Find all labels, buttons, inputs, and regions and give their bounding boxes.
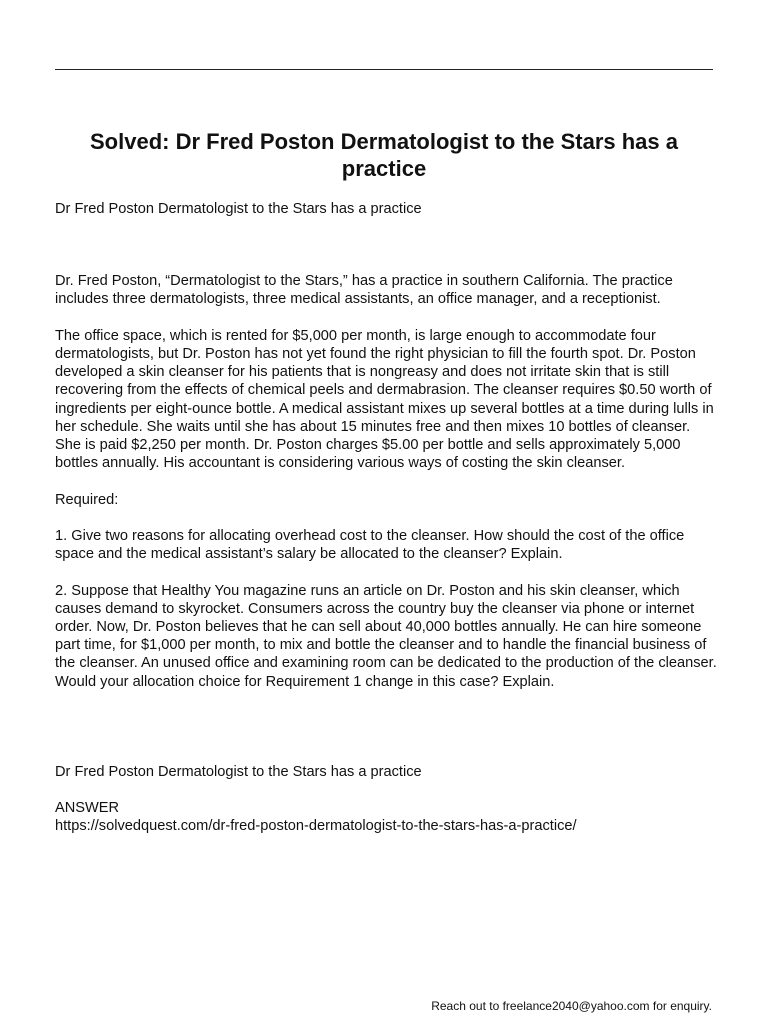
- paragraph-required: Required:: [55, 491, 119, 508]
- footer-contact: Reach out to freelance2040@yahoo.com for enquiry.: [431, 999, 712, 1013]
- document-subtitle: Dr Fred Poston Dermatologist to the Stars has a practice: [55, 201, 422, 217]
- document-body: [55, 200, 720, 836]
- answer-label: ANSWER: [55, 800, 120, 817]
- paragraph-requirement-2: 2. Suppose that Healthy You magazine runs an article on Dr. Poston and his skin cleanser, which causes demand to skyrocket. Consumers across the country buy the cleanser via phone or internet order. Now, Dr. Poston believes that he can sell about 40,000 bottles annually. He can hire someone part time, for $1,000 per month, to mix and bottle the cleanser and to handle the financial business of the cleanser. An unused office and examining room can be dedicated to the production of the cleanser. Would your allocation choice for Requirement 1 change in this case? Explain.: [55, 582, 717, 690]
- page-title: Solved: Dr Fred Poston Dermatologist to the Stars has a practice: [90, 129, 678, 181]
- answer-section: [55, 763, 720, 836]
- top-divider: [55, 69, 713, 70]
- answer-link[interactable]: https://solvedquest.com/dr-fred-poston-dermatologist-to-the-stars-has-a-practice/: [55, 818, 577, 835]
- paragraph-intro: Dr. Fred Poston, “Dermatologist to the Stars,” has a practice in southern California. The practice includes three dermatologists, three medical assistants, an office manager, and a receptionist.: [55, 273, 673, 308]
- paragraph-office-space: The office space, which is rented for $5,000 per month, is large enough to accommodate four dermatologists, but Dr. Poston has not yet found the right physician to fill the fourth spot. Dr. Poston developed a skin cleanser for his patients that is nongreasy and does not irritate skin that is still recovering from the effects of chemical peels and dermabrasion. The cleanser requires $0.50 worth of ingredients per eight-ounce bottle. A medical assistant mixes up several bottles at a time during lulls in her schedule. She waits until she has about 15 minutes free and then mixes 10 bottles of cleanser. She is paid $2,250 per month. Dr. Poston charges $5.00 per bottle and sells approximately 5,000 bottles annually. His accountant is considering various ways of costing the skin cleanser.: [55, 327, 714, 472]
- closing-title: Dr Fred Poston Dermatologist to the Stars has a practice: [55, 763, 422, 780]
- paragraph-requirement-1: 1. Give two reasons for allocating overhead cost to the cleanser. How should the cost of the office space and the medical assistant’s salary be allocated to the cleanser? Explain.: [55, 528, 685, 563]
